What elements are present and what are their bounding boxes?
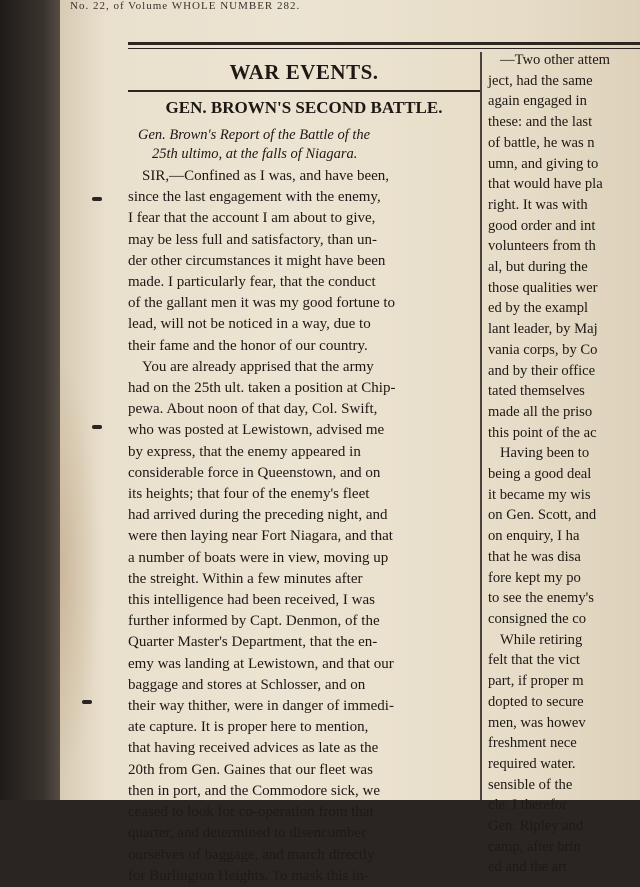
body-text-line: of the gallant men it was my good fortune to: [128, 295, 396, 312]
adjacent-text-line: required water.: [488, 755, 576, 772]
adjacent-text-line: right. It was with: [488, 196, 588, 213]
body-text-line: their way thither, were in danger of immedi-: [128, 698, 394, 715]
adjacent-text-line: volunteers from th: [488, 238, 596, 255]
adjacent-text-line: fore kept my po: [488, 569, 581, 586]
body-text-line: emy was landing at Lewistown, and that our: [128, 655, 394, 672]
adjacent-text-line: sensible of the: [488, 776, 573, 793]
adjacent-text-line: and by their office: [488, 362, 596, 379]
adjacent-text-line: on enquiry, I ha: [488, 528, 580, 545]
paper-stain: [60, 360, 100, 780]
adjacent-text-line: Having been to: [500, 445, 590, 462]
body-text-line: may be less full and satisfactory, than un-: [128, 231, 377, 248]
adjacent-text-line: again engaged in: [488, 93, 587, 110]
column-divider: [480, 52, 482, 800]
adjacent-text-line: cle. I therefor: [488, 797, 567, 814]
body-text-line: for Burlington Heights. To mask this in-: [128, 867, 369, 884]
adjacent-text-line: that would have pla: [488, 176, 603, 193]
body-text-line: Quarter Master's Department, that the en-: [128, 634, 378, 651]
masthead-number: No. 22, of Volume WHOLE NUMBER 282.: [70, 0, 301, 12]
body-text-line: 20th from Gen. Gaines that our fleet was: [128, 761, 373, 778]
background-edge: [0, 0, 62, 800]
body-text-line: der other circumstances it might have been: [128, 252, 386, 269]
adjacent-text-line: camp, after brin: [488, 838, 581, 855]
body-text-line: made. I particularly fear, that the conduct: [128, 274, 376, 291]
adjacent-text-line: on Gen. Scott, and: [488, 507, 597, 524]
section-title: WAR EVENTS.: [229, 60, 379, 84]
adjacent-text-line: al, but during the: [488, 259, 588, 276]
body-text-line: further informed by Capt. Denmon, of the: [128, 613, 380, 630]
body-text-line: had on the 25th ult. taken a position at Chip-: [128, 380, 396, 397]
body-text-line: this intelligence had been received, I was: [128, 592, 375, 609]
body-text-line: ourselves of baggage, and march directly: [128, 846, 375, 863]
adjacent-text-line: dopted to secure: [488, 693, 584, 710]
adjacent-text-line: part, if proper m: [488, 673, 584, 690]
body-text-line: ate capture. It is proper here to mention,: [128, 719, 369, 736]
adjacent-text-line: made all the priso: [488, 403, 593, 420]
top-rule-thin: [128, 48, 640, 49]
subtitle-line: 25th ultimo, at the falls of Niagara.: [152, 146, 358, 162]
adjacent-text-line: these: and the last: [488, 114, 593, 131]
gutter-mark: [82, 700, 92, 704]
adjacent-text-line: lant leader, by Maj: [488, 321, 598, 338]
adjacent-text-line: —Two other attem: [500, 52, 611, 68]
adjacent-text-line: ject, had the same: [488, 72, 593, 89]
adjacent-text-line: those qualities wer: [488, 279, 598, 296]
body-text-line: I fear that the account I am about to give,: [128, 210, 376, 227]
adjacent-text-line: umn, and giving to: [488, 155, 599, 172]
body-text-line: their fame and the honor of our country.: [128, 337, 368, 354]
gutter-mark: [92, 425, 102, 429]
adjacent-text-line: that he was disa: [488, 548, 581, 565]
adjacent-text-line: this point of the ac: [488, 424, 597, 441]
adjacent-column-body: [488, 50, 640, 878]
body-text-line: then in port, and the Commodore sick, we: [128, 782, 381, 799]
article-column: [128, 58, 480, 884]
adjacent-text-line: good order and int: [488, 217, 596, 234]
adjacent-text-line: ed by the exampl: [488, 300, 589, 317]
adjacent-text-line: felt that the vict: [488, 652, 580, 669]
adjacent-text-line: of battle, he was n: [488, 134, 595, 151]
body-text-line: SIR,—Confined as I was, and have been,: [142, 168, 390, 184]
body-text-line: a number of boats were in view, moving up: [128, 549, 389, 566]
adjacent-text-line: to see the enemy's: [488, 590, 594, 607]
gutter-mark: [92, 197, 102, 201]
body-text-line: pewa. About noon of that day, Col. Swift,: [128, 401, 378, 418]
body-text-line: the streight. Within a few minutes after: [128, 570, 363, 587]
body-text-line: baggage and stores at Schlosser, and on: [128, 676, 366, 693]
article-subtitle: [128, 126, 480, 164]
body-text-line: by express, that the enemy appeared in: [128, 443, 361, 460]
adjacent-text-line: tated themselves: [488, 383, 585, 400]
adjacent-text-line: men, was howev: [488, 714, 586, 731]
adjacent-text-line: While retiring: [500, 631, 583, 648]
adjacent-text-line: ed and the art: [488, 859, 568, 876]
subtitle-line: Gen. Brown's Report of the Battle of the: [138, 127, 371, 143]
adjacent-text-line: Gen. Ripley and: [488, 818, 584, 835]
top-rule-thick: [128, 42, 640, 45]
adjacent-text-line: it became my wis: [488, 486, 591, 503]
article-body: [128, 166, 480, 887]
body-text-line: ceased to look for co-operation from that: [128, 804, 374, 821]
body-text-line: who was posted at Lewistown, advised me: [128, 422, 385, 439]
body-text-line: lead, will not be noticed in a way, due to: [128, 316, 371, 333]
article-headline: GEN. BROWN'S SECOND BATTLE.: [165, 98, 443, 117]
adjacent-text-line: being a good deal: [488, 466, 592, 483]
body-text-line: considerable force in Queenstown, and on: [128, 464, 381, 481]
body-text-line: had arrived during the preceding night, and: [128, 507, 388, 524]
adjacent-column: [488, 50, 640, 876]
headline-rule: [128, 90, 480, 92]
adjacent-text-line: consigned the co: [488, 610, 587, 627]
body-text-line: You are already apprised that the army: [142, 358, 374, 375]
adjacent-text-line: vania corps, by Co: [488, 341, 598, 358]
body-text-line: that having received advices as late as the: [128, 740, 379, 757]
body-text-line: its heights; that four of the enemy's fleet: [128, 486, 370, 503]
body-text-line: quarter, and determined to disencumber: [128, 825, 367, 842]
adjacent-text-line: freshment nece: [488, 735, 577, 752]
body-text-line: since the last engagement with the enemy,: [128, 189, 381, 206]
body-text-line: were then laying near Fort Niagara, and that: [128, 528, 393, 545]
